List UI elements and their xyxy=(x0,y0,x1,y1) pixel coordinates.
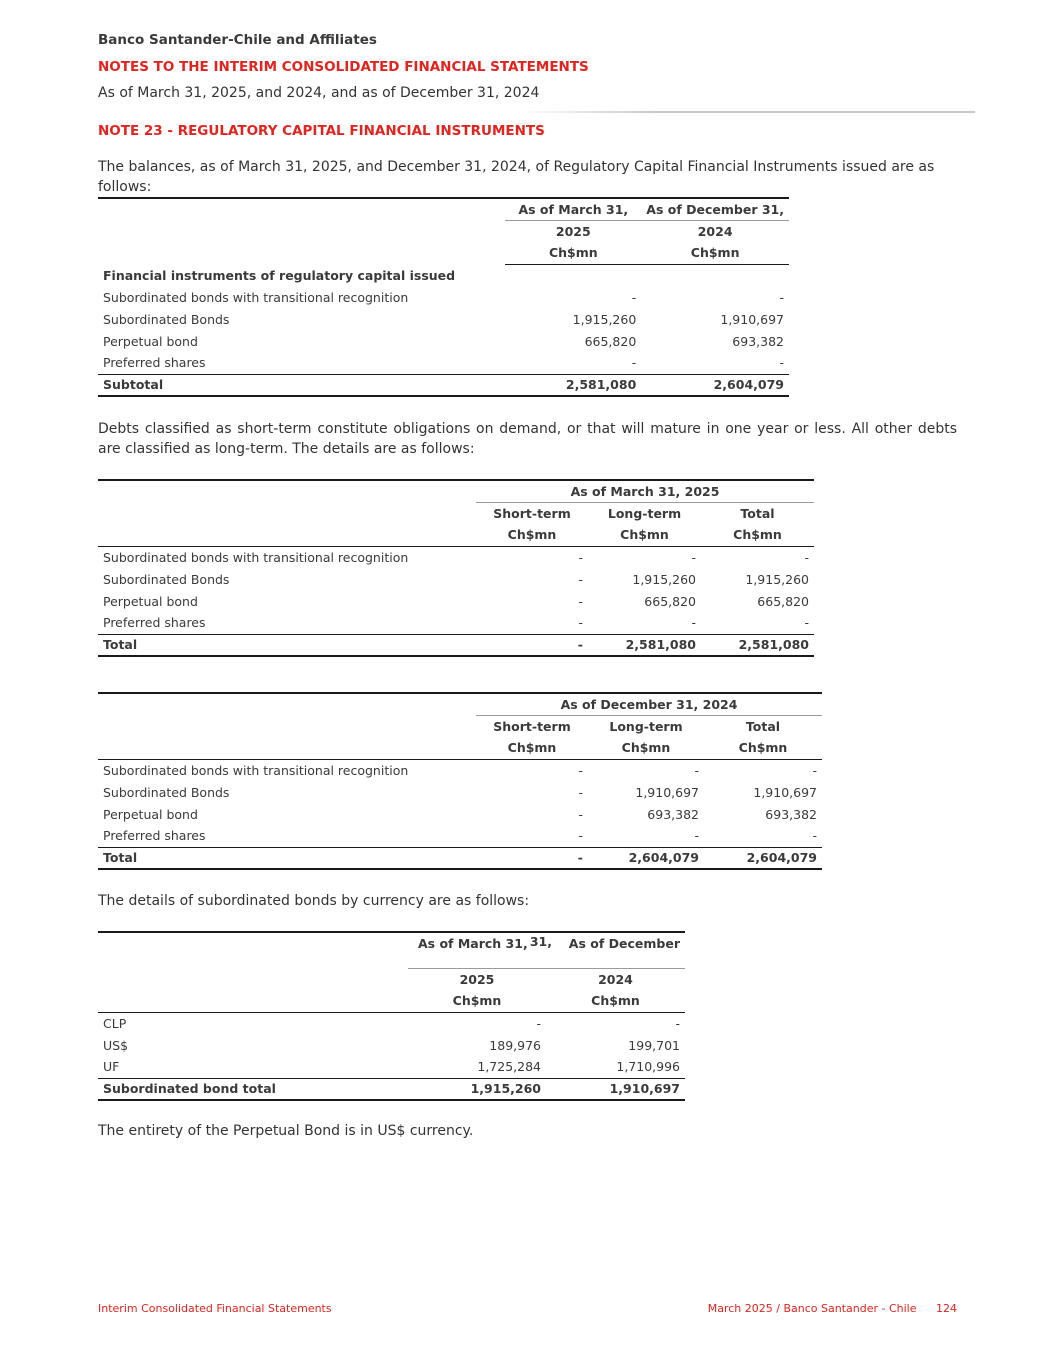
cell-value: - xyxy=(694,828,699,844)
footer-right xyxy=(708,1302,957,1315)
row-label: Subordinated bonds with transitional recognition xyxy=(103,762,409,778)
col-header-short-term: Short-term xyxy=(493,505,571,521)
col-header-year: 2025 xyxy=(555,223,591,239)
col-header-long-term: Long-term xyxy=(607,505,682,521)
col-header-period-text: As of December xyxy=(568,936,680,951)
perpetual-bond-paragraph: The entirety of the Perpetual Bond is in US$ currency. xyxy=(98,1123,474,1139)
page-number: 124 xyxy=(936,1302,957,1315)
cell-value: 1,910,697 xyxy=(635,784,699,800)
table-row xyxy=(98,1056,685,1078)
note-title: NOTE 23 - REGULATORY CAPITAL FINANCIAL INSTRUMENTS xyxy=(98,123,545,139)
subtotal-row xyxy=(98,374,789,396)
row-label: Subordinated bonds with transitional recognition xyxy=(103,549,409,565)
section-label: Financial instruments of regulatory capital issued xyxy=(103,267,456,283)
cell-value: - xyxy=(631,355,637,371)
cell-value: - xyxy=(675,1015,680,1031)
cell-value: 1,915,260 xyxy=(572,311,637,327)
cell-value: 665,820 xyxy=(644,593,696,609)
document-title: NOTES TO THE INTERIM CONSOLIDATED FINANCIAL STATEMENTS xyxy=(98,59,589,75)
col-header-unit: Ch$mn xyxy=(476,524,588,546)
table-row xyxy=(98,759,822,781)
table-row xyxy=(98,546,814,568)
table-row xyxy=(98,286,789,308)
cell-value: 693,382 xyxy=(732,333,784,349)
cell-value: 1,910,697 xyxy=(720,311,784,327)
cell-value: - xyxy=(804,549,809,565)
cell-value: - xyxy=(691,549,696,565)
cell-value: 2,581,080 xyxy=(588,634,701,656)
total-row xyxy=(98,847,822,869)
period-header: As of March 31, 2025 xyxy=(476,480,814,502)
cell-value: - xyxy=(631,289,637,305)
maturity-table-2024 xyxy=(98,692,822,870)
period-header: As of December 31, 2024 xyxy=(476,693,822,715)
col-header-unit: Ch$mn xyxy=(701,524,814,546)
footer-document-name: Interim Consolidated Financial Statements xyxy=(98,1302,332,1315)
row-label: Perpetual bond xyxy=(103,806,198,822)
header-divider xyxy=(520,111,975,113)
cell-value: - xyxy=(578,828,583,844)
table-row xyxy=(98,1034,685,1056)
footer-period-bank: March 2025 / Banco Santander - Chile xyxy=(707,1302,917,1315)
col-header-unit: Ch$mn xyxy=(408,990,546,1012)
row-label: Preferred shares xyxy=(103,828,206,844)
table-row xyxy=(98,825,822,847)
cell-value: 199,701 xyxy=(628,1037,680,1053)
cell-value: - xyxy=(691,615,696,631)
col-header-continuation: 31, xyxy=(529,933,552,949)
cell-value: 665,820 xyxy=(757,593,809,609)
cell-value: - xyxy=(779,289,784,305)
row-label: Subordinated Bonds xyxy=(103,311,230,327)
cell-value: 665,820 xyxy=(584,333,637,349)
row-label: Total xyxy=(98,847,476,869)
table-row xyxy=(98,330,789,352)
cell-value: 1,915,260 xyxy=(745,571,809,587)
row-label: Perpetual bond xyxy=(103,593,198,609)
cell-value: 2,604,079 xyxy=(641,374,789,396)
row-label: Subordinated bonds with transitional recognition xyxy=(103,289,409,305)
row-label: Preferred shares xyxy=(103,355,206,371)
table-row xyxy=(98,1012,685,1034)
cell-value: 1,915,260 xyxy=(632,571,696,587)
cell-value: 2,604,079 xyxy=(704,847,822,869)
row-label: CLP xyxy=(103,1015,127,1031)
cell-value: - xyxy=(578,806,583,822)
row-label: US$ xyxy=(103,1037,129,1053)
cell-value: 2,604,079 xyxy=(588,847,704,869)
table-row xyxy=(98,612,814,634)
col-header-period-text: As of March 31, xyxy=(418,936,528,951)
cell-value: 1,710,996 xyxy=(616,1059,680,1075)
col-header-total: Total xyxy=(745,718,781,734)
cell-value: 189,976 xyxy=(489,1037,541,1053)
col-header-short-term: Short-term xyxy=(493,718,571,734)
cell-value: - xyxy=(812,762,817,778)
col-header-period xyxy=(408,932,546,968)
row-label: Preferred shares xyxy=(103,615,206,631)
cell-value: - xyxy=(578,593,583,609)
cell-value: - xyxy=(476,847,588,869)
row-label: Subtotal xyxy=(98,374,505,396)
col-header-year-text: 2025 xyxy=(459,971,495,987)
cell-value: 693,382 xyxy=(765,806,817,822)
cell-value: - xyxy=(476,634,588,656)
company-name: Banco Santander-Chile and Affiliates xyxy=(98,32,377,48)
cell-value: - xyxy=(694,762,699,778)
cell-value: - xyxy=(804,615,809,631)
col-header-unit: Ch$mn xyxy=(588,524,701,546)
cell-value: 1,910,697 xyxy=(753,784,817,800)
regulatory-capital-table xyxy=(98,197,789,397)
cell-value: 1,725,284 xyxy=(477,1059,541,1075)
total-row xyxy=(98,634,814,656)
cell-value: - xyxy=(578,762,583,778)
col-header-total: Total xyxy=(740,505,775,521)
col-header-unit: Ch$mn xyxy=(641,242,789,264)
maturity-table-2025 xyxy=(98,479,814,657)
cell-value: 1,910,697 xyxy=(546,1078,685,1100)
col-header-period: As of March 31, xyxy=(505,198,641,220)
row-label: Subordinated Bonds xyxy=(103,784,230,800)
cell-value: - xyxy=(536,1015,541,1031)
currency-intro-paragraph: The details of subordinated bonds by currency are as follows: xyxy=(98,893,530,909)
col-header-unit: Ch$mn xyxy=(476,737,588,759)
col-header-year: 2024 xyxy=(598,971,633,987)
cell-value: 2,581,080 xyxy=(505,374,641,396)
col-header-unit: Ch$mn xyxy=(505,242,641,264)
cell-value: 1,915,260 xyxy=(408,1078,546,1100)
currency-table xyxy=(98,931,685,1101)
cell-value: - xyxy=(812,828,817,844)
col-header-long-term: Long-term xyxy=(609,718,683,734)
cell-value: - xyxy=(578,549,583,565)
cell-value: - xyxy=(578,784,583,800)
col-header-period: As of December 31, xyxy=(641,198,789,220)
table-row xyxy=(98,781,822,803)
cell-value: - xyxy=(779,355,784,371)
row-label: Perpetual bond xyxy=(103,333,198,349)
table-row xyxy=(98,308,789,330)
cell-value: 2,581,080 xyxy=(701,634,814,656)
col-header-unit: Ch$mn xyxy=(588,737,704,759)
table-row xyxy=(98,803,822,825)
row-label: Subordinated bond total xyxy=(98,1078,408,1100)
col-header-period xyxy=(546,932,685,968)
document-date-line: As of March 31, 2025, and 2024, and as of December 31, 2024 xyxy=(98,85,540,101)
table-row xyxy=(98,590,814,612)
row-label: UF xyxy=(103,1059,120,1075)
classification-paragraph: Debts classified as short-term constitute obligations on demand, or that will mature in one year or less. All other debts are classified as long-term. The details are as follows: xyxy=(98,421,957,457)
cell-value: 693,382 xyxy=(647,806,699,822)
row-label: Total xyxy=(98,634,476,656)
col-header-unit: Ch$mn xyxy=(704,737,822,759)
cell-value: - xyxy=(578,615,583,631)
total-row xyxy=(98,1078,685,1100)
col-header-unit: Ch$mn xyxy=(546,990,685,1012)
col-header-year: 2024 xyxy=(697,223,733,239)
intro-paragraph: The balances, as of March 31, 2025, and December 31, 2024, of Regulatory Capital Financial Instruments issued are as follows: xyxy=(98,159,935,195)
row-label: Subordinated Bonds xyxy=(103,571,230,587)
table-row xyxy=(98,352,789,374)
table-row xyxy=(98,568,814,590)
cell-value: - xyxy=(578,571,583,587)
